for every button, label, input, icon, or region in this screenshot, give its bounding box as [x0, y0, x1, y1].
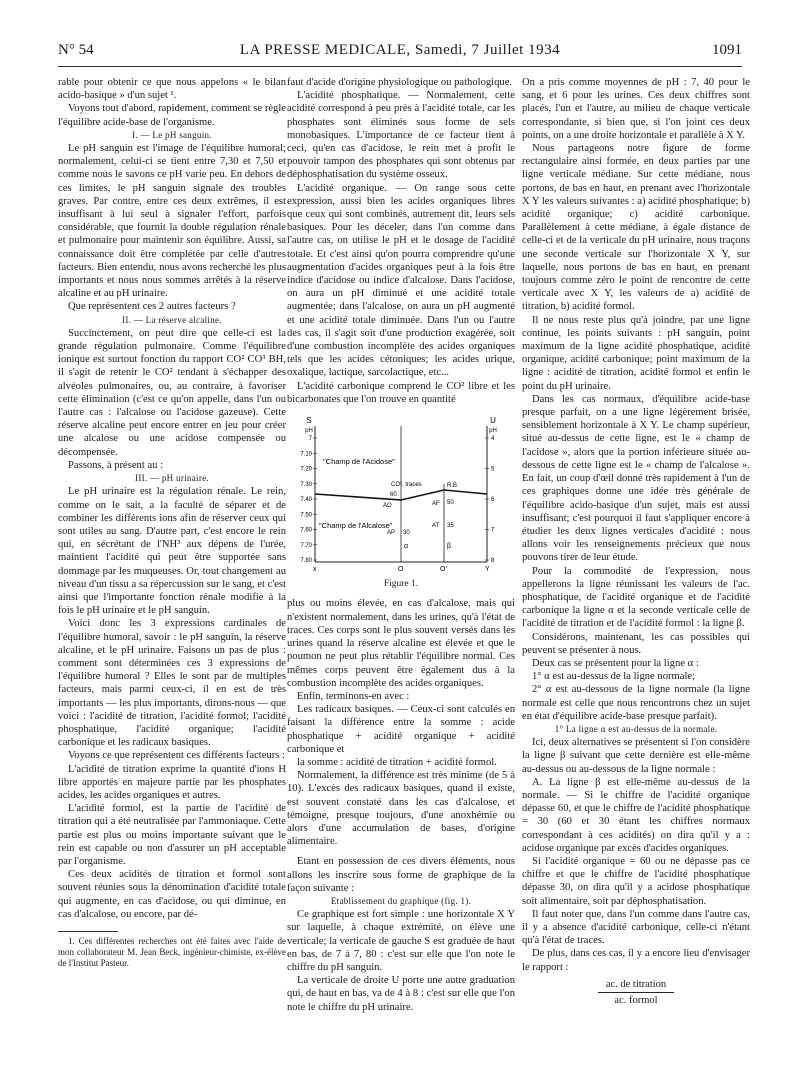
paragraph: plus ou moins élevée, en cas d'alcalose, mais qui n'existent normalement, dans les urines, qu'à l'état de traces. Ces corps sont le plus souvent versés dans les urines quand la réserve alcaline est élevée et que le poumon ne peut plus rétablir l'équilibre normal. Ces mêmes corps peuvent être également dus à la combustion incomplète des acides organiques.: [287, 598, 515, 689]
left-axis-unit: pH: [305, 428, 313, 435]
issue-number: N° 54: [58, 42, 94, 58]
paragraph: Dans les cas normaux, d'équilibre acide-base presque parfait, on a une ligne légèrement brisée, sensiblement horizontale à X Y. Le champ supérieur, situé au-dessus de cette ligne, est le « champ de l'acidose », alors que la portion inférieure située au-dessous de cette ligne est le « champ de l'alcalose ». En fait, un coup d'œil donné très rapidement à l'un de ces graphiques donne une idée très générale de l'équilibre acido-basique d'un sujet, mais est aussi insuffisant; c'est pourquoi il faut s'appliquer encore à étudier les deux lignes verticales d'acidité : nous allons voir les renseignements précieux que nous pouvons tirer de leur étude.: [522, 393, 750, 564]
left-tick-label: 7.70: [300, 542, 312, 549]
right-tick-label: 5: [491, 466, 495, 473]
right-tick-label: 4: [491, 436, 495, 443]
footnote-rule: [58, 931, 118, 932]
paragraph: Pour la commodité de l'expression, nous appellerons la ligne réunissant les valeurs de l'ac. phosphatique, de l'acidité organique et de l'acidité carbonique la ligne α et la seconde verticale celle de l'acidité de titration et de l'acidité formol : la ligne β.: [522, 565, 750, 630]
journal-title: LA PRESSE MEDICALE, Samedi, 7 Juillet 1934: [239, 42, 561, 58]
paragraph: Voyons ce que représentent ces différents facteurs :: [68, 750, 285, 762]
o-point-label: O: [398, 566, 404, 574]
paragraph: Voici donc les 3 expressions cardinales de l'équilibre humoral, savoir : le pH sanguin, la réserve alcaline, et le pH urinaire. Faisons un pas de plus : comment sont déterminées ces 3 expressions de l'équilibre humoral ? Elles le sont par de multiples facteurs, mais parmi ceux-ci, il en est de très importants — les plus importants, dirons-nous — que voici : l'acidité de titration, l'acidité formol; l'acidité phosphatique, l'acidité organique; l'acidité carbonique et les radicaux basiques.: [58, 618, 286, 749]
paragraph: faut d'acide d'origine physiologique ou pathologique.: [287, 77, 513, 88]
figure-1: [287, 414, 515, 591]
left-tick-label: 7.80: [300, 558, 312, 565]
paragraph: L'acidité organique. — On range sous cette expression, aussi bien les acides organiques libres que ceux qui sont combinés, autrement dit, leurs sels basiques. Pour les déceler, dans l'un comme dans l'autre cas, on utilise le pH et le dosage de l'acidité totale. Et c'est ainsi qu'on pourra comprendre qu'une augmentation d'acides organiques peut à la fois être indice d'acidose ou indice d'alcalose. Dans l'acidose, on aura un pH diminué et une acidité totale augmentée; dans l'alcalose, on aura un pH augmenté et une acidité totale diminuée. Dans l'un ou l'autre des cas, il s'agit soit d'une production exagérée, soit d'une combustion incomplète des acides organiques tels que les acides cétoniques; les acides urique, oxalique, lactique, sarcolactique, etc...: [287, 182, 515, 379]
right-tick-label: 6: [491, 497, 495, 504]
paragraph: Etant en possession de ces divers éléments, nous allons les inscrire sous forme de graphique de la façon suivante :: [287, 856, 515, 894]
value-30: 30: [403, 530, 410, 537]
rb-label: R.B: [447, 483, 458, 490]
acidose-field-label: "Champ de l'Acidose": [323, 457, 395, 467]
paragraph: L'acidité phosphatique. — Normalement, cette acidité correspond à peu près à l'acidité totale, car les phosphates sont éliminés sous forme de sels monobasiques. L'importance de ce facteur tient à ceci, qu'en cas d'acidose, le rein met à profit le pouvoir tampon des phosphates qui sont obtenus par déphosphatisation du système osseux.: [287, 90, 515, 181]
paragraph: rable pour obtenir ce que nous appelons « le bilan acido-basique » d'un sujet ¹.: [58, 77, 286, 102]
paragraph: L'acidité de titration exprime la quantité d'ions H libre apportés en majeure partie par les phosphates acides, les acides organiques et autres.: [58, 763, 286, 801]
at-label: AT: [432, 523, 440, 530]
ratio-fraction: [522, 978, 750, 1007]
value-60: 60: [390, 492, 397, 499]
beta-label: β: [447, 543, 452, 551]
paragraph: L'acidité carbonique comprend le CO² libre et les bicarbonates que l'on trouve en quantité: [287, 380, 515, 405]
co2-label: CO². traces: [391, 482, 422, 489]
ap-label: AP: [387, 530, 396, 537]
right-tick-label: 7: [491, 527, 495, 534]
alpha-label: α: [404, 543, 409, 551]
fraction-denominator: ac. formol: [614, 995, 658, 1007]
left-axis-title: S: [306, 416, 312, 426]
y-point-label: Y: [485, 566, 490, 574]
paragraph: Il faut noter que, dans l'un comme dans l'autre cas, il y a absence d'acidité carbonique, celle-ci n'étant qu'à l'état de traces.: [522, 908, 750, 947]
paragraph: L'acidité formol, est la partie de l'acidité de titration qui a été neutralisée par l'ammoniaque. Cette partie est plus ou moins importante suivant que le rein est capable ou non d'assurer un pH acceptable par l'organisme.: [58, 803, 286, 867]
value-35: 35: [447, 523, 454, 530]
right-axis-unit: pH: [489, 428, 497, 435]
section-heading: 1° La ligne α est au-dessus de la normale.: [554, 723, 718, 734]
paragraph: Voyons tout d'abord, rapidement, comment se règle l'équilibre acide-base de l'organisme.: [58, 103, 286, 128]
paragraph: Le pH sanguin est l'image de l'équilibre humoral; normalement, celui-ci se tient entre 7,30 et 7,50 et comme nous le savons ce pH varie peu. En dehors de ces limites, le pH sanguin signale des troubles graves. Par contre, entre ces deux extrêmes, il est insuffisant à lui seul à signaler l'effort, parfois considérable, que fournit la double régulation rénale et pulmonaire pour maintenir son équilibre. Aussi, sa connaissance doit être complétée par celle d'autres facteurs. Bien entendu, nous avons recherché les plus importants et nous nous sommes arrêtés à la réserve alcaline et au pH urinaire.: [58, 143, 286, 300]
paragraph: Nous partageons notre figure de forme rectangulaire ainsi formée, en deux parties par une ligne verticale médiane. Sur cette médiane, nous portons, de bas en haut, en prenant avec l'horizontale X Y les valeurs suivantes : a) acidité phosphatique; b) acidité organique; c) acidité carbonique. Parallèlement à cette médiane, à égale distance de celle-ci et de la verticale du pH urinaire, nous traçons une seconde verticale sur l'horizontale X Y, sur laquelle, nous portons de bas en haut, en prenant toujours comme zéro le point de rencontre de cette verticale avec X Y, les valeurs de a) acidité de titration, b) acidité formol.: [522, 143, 750, 313]
value-50: 50: [447, 500, 454, 507]
left-tick-group: [300, 436, 317, 564]
paragraph: Ces deux acidités de titration et formol sont souvent réunies sous la dénomination d'acidité totale qui augmente, en cas d'acidose, ou qui diminue, en cas d'alcalose, ou encore, par dé-: [58, 869, 286, 920]
paragraph: Il ne nous reste plus qu'à joindre, par une ligne continue, les points suivants : pH sanguin, point maximum de la ligne acidité phosphatique, acidité organique, acidité carbonique; point maximum de la ligne : acidité de titration, acidité formol et enfin le point du pH urinaire.: [522, 314, 750, 392]
paragraph: 1° α est au-dessus de la ligne normale;: [532, 671, 696, 683]
paragraph: 2° α est au-dessous de la ligne normale (la ligne normale est celle que nous rencontrons chez un sujet en état d'équilibre acide-base presque parfait).: [522, 684, 750, 722]
o-prime-label: O': [440, 566, 447, 574]
column-2: [287, 76, 515, 1014]
paragraph: Que représentent ces 2 autres facteurs ?: [68, 301, 236, 313]
paragraph: Enfin, terminons-en avec :: [297, 690, 410, 702]
page-header: [58, 36, 742, 67]
section-heading: I. — Le pH sanguin.: [132, 129, 212, 140]
paragraph: la somme : acidité de titration + acidité formol.: [297, 756, 497, 768]
right-tick-label: 8: [491, 558, 495, 565]
paragraph: Succinctement, on peut dire que celle-ci est la grande régulation pulmonaire. Comme l'équilibre ionique est surtout fonction du rapport CO² CO³ BH, il s'agit de retenir le CO² tendant à s'échapper des alvéoles pulmonaires, ou, au contraire, à favoriser cette élimination (c'est ce qu'on appelle, dans l'un ou l'autre cas : l'alcalose ou l'acidose gazeuse). Cette réserve alcaline peut encore entrer en jeu pour créer une alcalose ou une acidose compensée ou décompensée.: [58, 327, 286, 458]
left-tick-label: 7.40: [300, 497, 312, 504]
x-point-label: x: [313, 566, 317, 574]
section-heading: II. — La réserve alcaline.: [122, 314, 222, 325]
left-tick-label: 7: [308, 436, 312, 443]
column-3: [522, 76, 750, 1007]
alcalose-field-label: "Champ de l'Alcalose": [319, 521, 393, 531]
paragraph: De plus, dans ces cas, il y a encore lieu d'envisager le rapport :: [522, 948, 750, 973]
figure-caption: Figure 1.: [383, 579, 419, 590]
paragraph: La verticale de droite U porte une autre graduation qui, de haut en bas, va de 4 à 8 : c'est sur elle que l'on note le chiffre du pH urinaire.: [287, 975, 515, 1013]
column-1: [58, 76, 286, 969]
left-tick-label: 7.30: [300, 481, 312, 488]
paragraph: Le pH urinaire est la régulation rénale. Le rein, comme on le sait, a la faculté de séparer et de combiner les différents ions afin de réserver ceux qui sont utiles au sang. D'autre part, c'est encore le rein qui, en sécrétant de l'NH³ aux dépens de l'urée, maintient l'acidité qui peut être supportée sans dommage par les muqueuses. Or, tout changement au niveau d'un tissu a sa répercussion sur le sang, et c'est ainsi que l'importante fonction rénale modifie à la fois le pH urinaire et le pH sanguin.: [58, 486, 286, 617]
acid-base-graph: [287, 414, 515, 574]
left-tick-label: 7.50: [300, 512, 312, 519]
paragraph: Les radicaux basiques. — Ceux-ci sont calculés en faisant la différence entre la somme : acide phosphatique + acidité organique + acidité carbonique et: [287, 704, 515, 755]
paragraph: Ici, deux alternatives se présentent si l'on considère la ligne β suivant que cette dernière est elle-même au-dessus ou au-dessous de la ligne normale :: [522, 737, 750, 775]
fraction-numerator: ac. de titration: [598, 978, 674, 993]
section-heading: III. — pH urinaire.: [135, 473, 209, 484]
page-number: 1091: [712, 42, 742, 58]
paragraph: Si l'acidité organique = 60 ou ne dépasse pas ce chiffre et que le chiffre de l'acidité phosphatique dépasse 30, on dira qu'il y a acidose phosphatique soit alimentaire, soit par déphosphatisation.: [522, 855, 750, 907]
paragraph: On a pris comme moyennes de pH : 7, 40 pour le sang, et 6 pour les urines. Ces deux chiffres sont placés, l'un et l'autre, au milieu de chaque verticale correspondante, si bien que, si l'on joint ces deux points, on a une droite horizontale et parallèle à X Y.: [522, 77, 750, 141]
ao-label: AO: [383, 503, 392, 510]
paragraph: Ce graphique est fort simple : une horizontale X Y sur laquelle, à chaque extrémité, on élève une verticale; la verticale de gauche S est graduée de haut en bas, de 7 à 7, 80 : c'est sur elle que l'on note le chiffre du pH sanguin.: [287, 909, 515, 973]
left-tick-label: 7.60: [300, 527, 312, 534]
footnote: 1. Ces différentes recherches ont été faites avec l'aide de mon collaborateur M. Jean Beck, ingénieur-chimiste, ex-élève de l'Institut Pasteur.: [58, 936, 286, 968]
section-heading: Etablissement du graphique (fig. 1).: [330, 895, 472, 906]
paragraph: A. La ligne β est elle-même au-dessus de la normale. — Si le chiffre de l'acidité organique dépasse 60, et que le chiffre de l'acidité phosphatique = 30 (60 et 30 étant les chiffres normaux correspondant à ces acidités) on dira qu'il y a : acidose organique par excès d'acides organiques.: [522, 776, 750, 854]
left-tick-label: 7.10: [300, 451, 312, 458]
paragraph: Normalement, la différence est très minime (de 5 à 10). L'excès des radicaux basiques, quand il existe, est souvent constaté dans les cas d'alcalose, et témoigne, presque toujours, d'une anoxhémie ou alors d'une accumulation de bases, d'origine alimentaire.: [287, 770, 515, 848]
paragraph: Passons, à présent au :: [68, 459, 164, 471]
paragraph: Deux cas se présentent pour la ligne α :: [532, 657, 699, 669]
paragraph: Considérons, maintenant, les cas possibles qui peuvent se présenter à nous.: [522, 631, 750, 656]
right-axis-title: U: [490, 416, 496, 426]
af-label: AF: [432, 501, 440, 508]
left-tick-label: 7.20: [300, 466, 312, 473]
